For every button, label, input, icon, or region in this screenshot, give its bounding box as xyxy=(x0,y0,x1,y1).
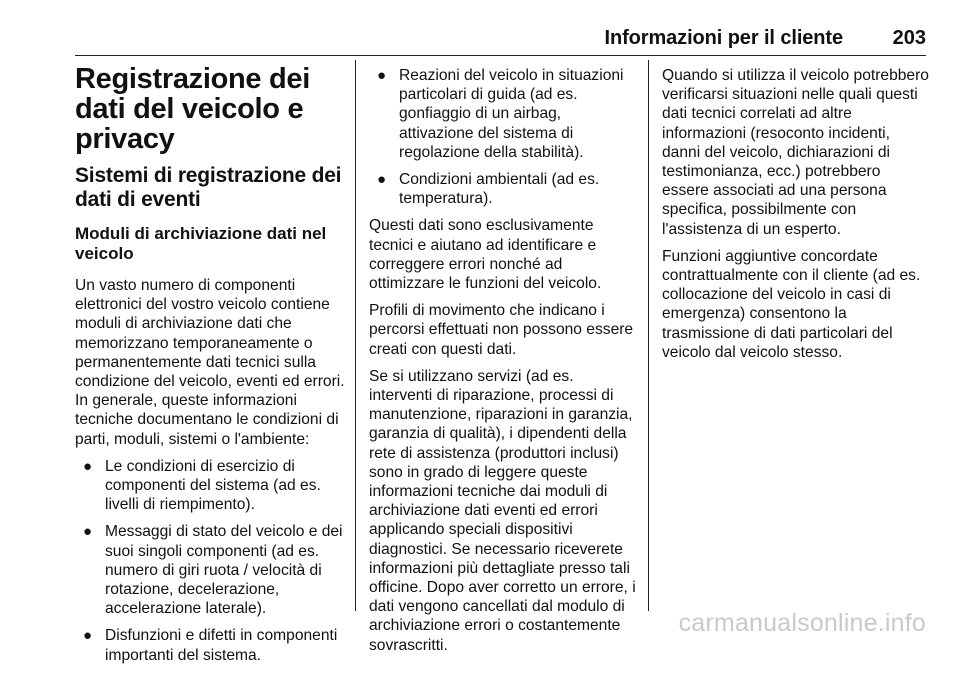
paragraph: Quando si utilizza il veicolo potrebbero verificarsi situazioni nelle quali questi dati tecnici correlati ad altre informazioni (resoconto incidenti, danni del veicolo, dichiarazioni di testimonianza, ecc.) potrebbero essere associati ad una persona specifica, possibilmente con l'assistenza di un esperto. xyxy=(662,67,929,238)
bullet-list xyxy=(369,66,637,208)
list-item: ● Disfunzioni e difetti in componenti importanti del sistema. xyxy=(83,627,338,664)
watermark: carmanualsonline.info xyxy=(678,609,926,637)
bullet-icon: ● xyxy=(377,67,387,84)
paragraph: Profili di movimento che indicano i percorsi effettuati non possono essere creati con questi dati. xyxy=(369,302,634,358)
list-item: ● Le condizioni di esercizio di componenti del sistema (ad es. livelli di riempimento). xyxy=(83,457,321,514)
list-item: ● Reazioni del veicolo in situazioni particolari di guida (ad es. gonfiaggio di un airbag, attivazione del sistema di regolazione della stabilità). xyxy=(377,67,624,161)
column-3 xyxy=(662,66,930,370)
header-rule xyxy=(75,55,926,56)
subsection-heading: Sistemi di registrazione dei dati di eventi xyxy=(75,164,342,211)
page-number: 203 xyxy=(892,27,926,49)
page-header xyxy=(75,22,926,56)
bullet-icon: ● xyxy=(83,627,93,645)
intro-paragraph: Un vasto numero di componenti elettronici del vostro veicolo contiene moduli di archiviazione dati che memorizzano temporaneamente o permanentemente dati tecnici sulla condizione del veicolo, eventi ed errori. In generale, queste informazioni tecniche documentano le condizioni di parti, moduli, sistemi o l'ambiente: xyxy=(75,277,345,448)
column-divider-1 xyxy=(355,60,356,611)
bullet-icon: ● xyxy=(83,523,93,541)
column-divider-2 xyxy=(648,60,649,611)
section-heading: Registrazione dei dati del veicolo e privacy xyxy=(75,63,311,155)
column-1 xyxy=(75,62,345,673)
bullet-list xyxy=(75,457,345,665)
sub-subsection-heading: Moduli di archiviazione dati nel veicolo xyxy=(75,224,327,263)
paragraph: Se si utilizzano servizi (ad es. interventi di riparazione, processi di manutenzione, riparazioni in garanzia, garanzia di qualità), i dipendenti della rete di assistenza (produttori inclusi) sono in grado di leggere queste informazioni tecniche dai moduli di archiviazione dati eventi ed errori applicando speciali dispositivi diagnostici. Se necessario riceverete informazioni più dettagliate presso tali officine. Dopo aver corretto un errore, i dati vengono cancellati dal modulo di archiviazione errori o costantemente sovrascritti. xyxy=(369,367,636,654)
paragraph: Funzioni aggiuntive concordate contrattualmente con il cliente (ad es. collocazione del veicolo in casi di emergenza) consentono la trasmissione di dati particolari del veicolo dal veicolo stesso. xyxy=(662,247,921,361)
bullet-icon: ● xyxy=(377,171,387,189)
paragraph: Questi dati sono esclusivamente tecnici e aiutano ad identificare e correggere errori nonché ad ottimizzare le funzioni del veicolo. xyxy=(369,217,602,293)
list-item: ● Condizioni ambientali (ad es. temperatura). xyxy=(377,171,600,208)
list-item: ● Messaggi di stato del veicolo e dei suoi singoli componenti (ad es. numero di giri ruota / velocità di rotazione, decelerazione, accelerazione laterale). xyxy=(83,523,343,618)
column-2 xyxy=(369,66,637,663)
bullet-icon: ● xyxy=(83,457,93,475)
running-header-title: Informazioni per il cliente xyxy=(604,27,843,49)
